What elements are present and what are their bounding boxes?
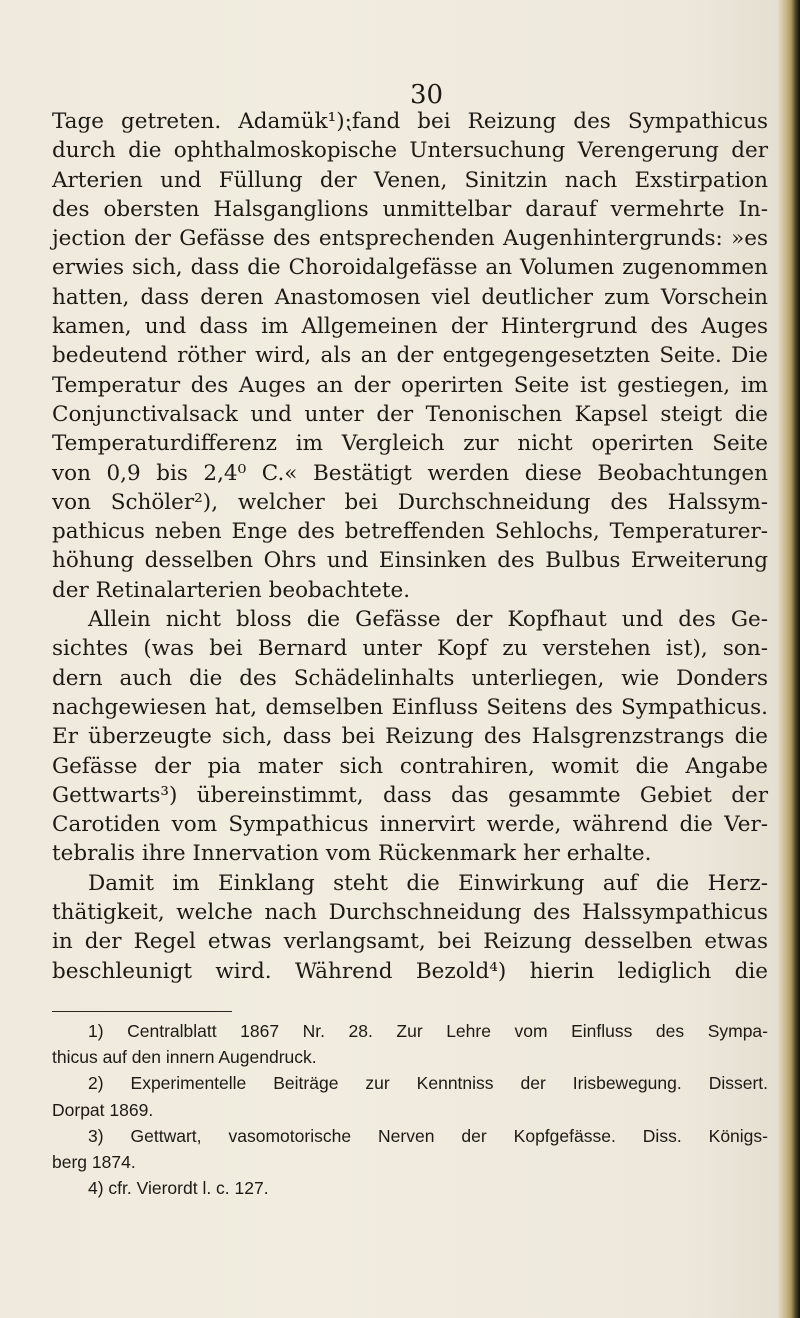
text-line: pathicus neben Enge des betreffenden Sehlochs, Temperaturer-: [52, 519, 768, 545]
text-line: des obersten Halsganglions unmittelbar darauf vermehrte In-: [52, 196, 768, 222]
text-line: Tage getreten. Adamük¹)⁏fand bei Reizung des Sympathicus: [52, 109, 768, 134]
footnote-line: Dorpat 1869.: [52, 1099, 154, 1120]
text-line: erwies sich, dass die Choroidalgefässe an Volumen zugenommen: [52, 255, 768, 281]
text-line: Gefässe der pia mater sich contrahiren, womit die Angabe: [52, 753, 768, 779]
text-line: durch die ophthalmoskopische Untersuchung Verengerung der: [52, 138, 768, 164]
footnotes: [52, 1018, 768, 1201]
footnote-line: 1) Centralblatt 1867 Nr. 28. Zur Lehre vom Einfluss des Sympa-: [88, 1021, 768, 1041]
page-edge: [778, 0, 800, 1318]
text-line: dern auch die des Schädelinhalts unterliegen, wie Donders: [52, 665, 768, 691]
text-line: nachgewiesen hat, demselben Einfluss Seitens des Sympathicus.: [52, 694, 768, 720]
text-line: von 0,9 bis 2,4⁰ C.« Bestätigt werden diese Beobachtungen: [52, 460, 768, 486]
text-line: Conjunctivalsack und unter der Tenonischen Kapsel steigt die: [52, 401, 768, 427]
footnote-line: 3) Gettwart, vasomotorische Nerven der Kopfgefässe. Diss. Königs-: [88, 1125, 768, 1146]
text-line: hatten, dass deren Anastomosen viel deutlicher zum Vorschein: [52, 284, 768, 310]
text-line: Damit im Einklang steht die Einwirkung auf die Herz-: [88, 870, 768, 896]
text-line: Arterien und Füllung der Venen, Sinitzin nach Exstirpation: [52, 167, 768, 193]
footnote-line: 4) cfr. Vierordt l. c. 127.: [88, 1178, 269, 1199]
text-line: der Retinalarterien beobachtete.: [52, 577, 411, 603]
text-line: Carotiden vom Sympathicus innervirt werde, während die Ver-: [52, 812, 768, 838]
footnote-separator: [52, 1011, 232, 1012]
text-line: höhung desselben Ohrs und Einsinken des Bulbus Erweiterung: [52, 548, 768, 574]
body-text: [52, 107, 768, 986]
text-line: Gettwarts³) übereinstimmt, dass das gesammte Gebiet der: [52, 782, 768, 808]
text-line: tebralis ihre Innervation vom Rückenmark her erhalte.: [52, 841, 652, 867]
text-line: von Schöler²), welcher bei Durchschneidung des Halssym-: [52, 489, 768, 515]
footnote-line: thicus auf den innern Augendruck.: [52, 1047, 317, 1068]
text-line: sichtes (was bei Bernard unter Kopf zu verstehen ist), son-: [52, 636, 768, 662]
text-line: bedeutend röther wird, als an der entgegengesetzten Seite. Die: [52, 343, 768, 369]
text-line: Temperatur des Auges an der operirten Seite ist gestiegen, im: [52, 372, 768, 398]
footnote-line: 2) Experimentelle Beiträge zur Kenntniss der Irisbewegung. Dissert.: [88, 1073, 768, 1094]
text-line: in der Regel etwas verlangsamt, bei Reizung desselben etwas: [52, 929, 768, 955]
footnote-line: berg 1874.: [52, 1151, 136, 1172]
text-line: jection der Gefässe des entsprechenden Augenhintergrunds: »es: [52, 226, 768, 252]
text-line: Allein nicht bloss die Gefässe der Kopfhaut und des Ge-: [88, 607, 768, 633]
text-line: Temperaturdifferenz im Vergleich zur nicht operirten Seite: [52, 431, 768, 457]
page-number: 30: [410, 80, 444, 110]
text-line: beschleunigt wird. Während Bezold⁴) hierin lediglich die: [52, 958, 768, 984]
text-line: kamen, und dass im Allgemeinen der Hintergrund des Auges: [52, 314, 768, 340]
text-line: thätigkeit, welche nach Durchschneidung des Halssympathicus: [52, 900, 768, 926]
text-line: Er überzeugte sich, dass bei Reizung des Halsgrenzstrangs die: [52, 724, 768, 750]
